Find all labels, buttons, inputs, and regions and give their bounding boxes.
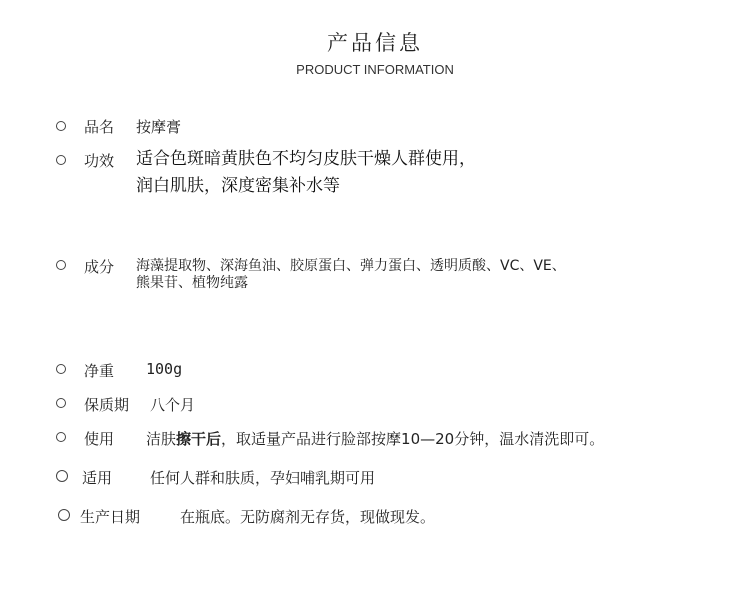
item-label: 保质期: [84, 396, 130, 414]
item-label: 品名: [84, 118, 115, 136]
item-value: [136, 258, 566, 292]
circle-bullet-icon: [56, 121, 66, 131]
item-label: 净重: [84, 362, 115, 380]
value-line: 适合色斑暗黄肤色不均匀皮肤干燥人群使用，: [136, 149, 476, 169]
circle-bullet-icon: [56, 260, 66, 270]
item-value: 在瓶底。无防腐剂无存货，现做现发。: [180, 508, 436, 526]
circle-bullet-icon: [56, 432, 66, 442]
item-label: 成分: [84, 258, 115, 276]
usage-prefix: 洁肤: [146, 430, 177, 448]
circle-bullet-icon: [56, 155, 66, 165]
item-value: [146, 428, 604, 449]
item-label: 适用: [82, 469, 113, 487]
value-line: 熊果苷、植物纯露: [136, 275, 248, 291]
circle-bullet-icon: [56, 364, 66, 374]
value-line: 润白肌肤，深度密集补水等: [136, 176, 340, 196]
item-value: 按摩膏: [136, 118, 182, 136]
usage-emphasis: 擦干后: [176, 430, 222, 448]
item-label: 生产日期: [80, 508, 141, 526]
page-subtitle: PRODUCT INFORMATION: [296, 62, 454, 77]
page-title: 产品信息: [327, 31, 423, 55]
item-value: 任何人群和肤质，孕妇哺乳期可用: [150, 469, 376, 487]
item-label: 使用: [84, 430, 115, 448]
usage-suffix: ，取适量产品进行脸部按摩10—20分钟，温水清洗即可。: [221, 430, 605, 448]
circle-bullet-icon: [56, 470, 68, 482]
item-value: [136, 146, 476, 200]
circle-bullet-icon: [58, 509, 70, 521]
item-label: 功效: [84, 152, 115, 170]
item-value: 八个月: [150, 396, 196, 414]
value-line: 海藻提取物、深海鱼油、胶原蛋白、弹力蛋白、透明质酸、VC、VE、: [136, 258, 566, 274]
circle-bullet-icon: [56, 398, 66, 408]
item-value: 100g: [146, 360, 183, 378]
